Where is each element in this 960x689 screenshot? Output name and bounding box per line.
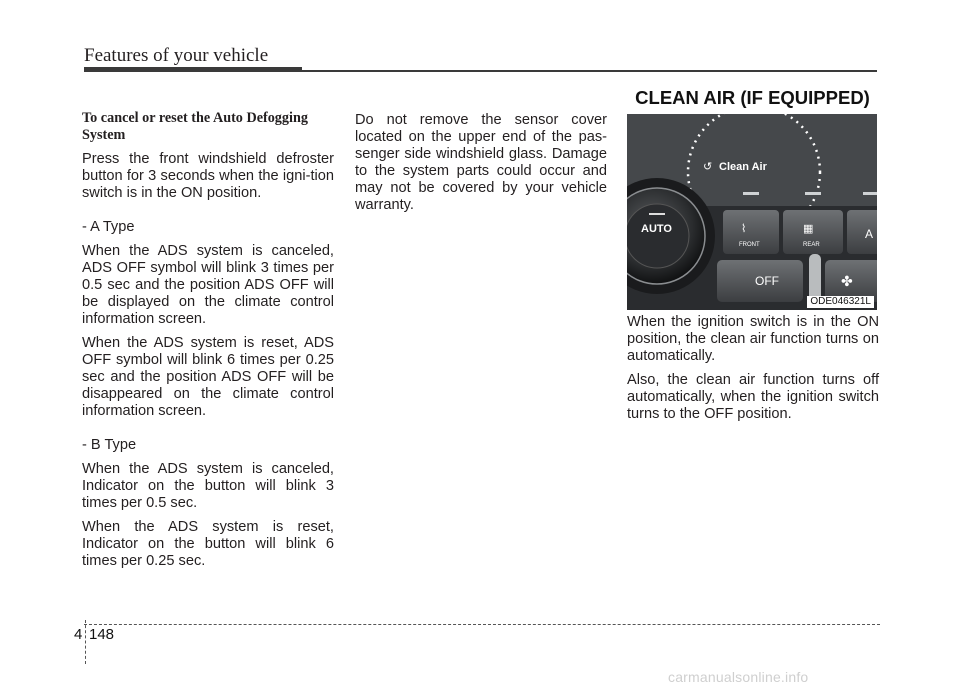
footer-dashed-rule [84,624,880,625]
column-right [627,314,879,430]
header-rule-thick [84,67,302,72]
column-left [82,110,334,577]
climate-control-photo [627,114,877,310]
image-code-caption: ODE046321L [807,296,874,308]
paragraph-type-b-reset: When the ADS system is reset, Indicator on the button will blink 6 times per 0.25 sec. [82,519,334,569]
type-b-label: - B Type [82,437,137,453]
climate-panel-illustration [627,114,877,310]
header-rule-thin [302,70,877,72]
type-a-label: - A Type [82,219,135,235]
column-middle [355,112,607,221]
paragraph-clean-air-off: Also, the clean air function turns off automatically, when the ignition switch turns to the OFF position. [627,372,879,422]
svg-text:▦: ▦ [803,222,814,235]
svg-text:OFF: OFF [755,274,779,288]
page-number-separator [85,620,86,664]
paragraph-type-b-cancel: When the ADS system is canceled, Indicator on the button will blink 3 times per 0.5 sec. [82,461,334,511]
site-watermark: carmanualsonline.info [668,669,809,685]
slider-toggle [809,254,821,302]
section-title-clean-air: CLEAN AIR (IF EQUIPPED) [635,87,870,108]
svg-text:⌇: ⌇ [741,222,747,235]
rear-label: REAR [803,242,820,248]
auto-label: AUTO [641,223,672,235]
front-label: FRONT [739,242,760,248]
paragraph-clean-air-on: When the ignition switch is in the ON position, the clean air function turns on automatically. [627,314,879,364]
page-section-number: 4 [74,626,83,643]
paragraph-intro: Press the front windshield defroster button for 3 seconds when the igni-tion switch is in the ON position. [82,151,334,201]
page-header-title: Features of your vehicle [84,45,269,66]
paragraph-type-a-cancel: When the ADS system is canceled, ADS OFF symbol will blink 3 times per 0.5 sec and the position ADS OFF will be displayed on the climate control information screen. [82,243,334,327]
subheading-auto-defog: To cancel or reset the Auto Defogging System [82,110,308,143]
paragraph-type-a-reset: When the ADS system is reset, ADS OFF symbol will blink 6 times per 0.25 sec and the position ADS OFF will be disappeared on the climate control information screen. [82,335,334,419]
page-number: 148 [89,626,115,643]
clean-air-label: Clean Air [719,161,767,173]
paragraph-sensor-warning: Do not remove the sensor cover located on the upper end of the pas-senger side windshield glass. Damage to the system parts could occur and may not be covered by your vehicle warranty. [355,112,607,213]
svg-text:↺: ↺ [703,161,713,173]
svg-text:A: A [865,227,874,241]
svg-text:✤: ✤ [841,274,853,290]
